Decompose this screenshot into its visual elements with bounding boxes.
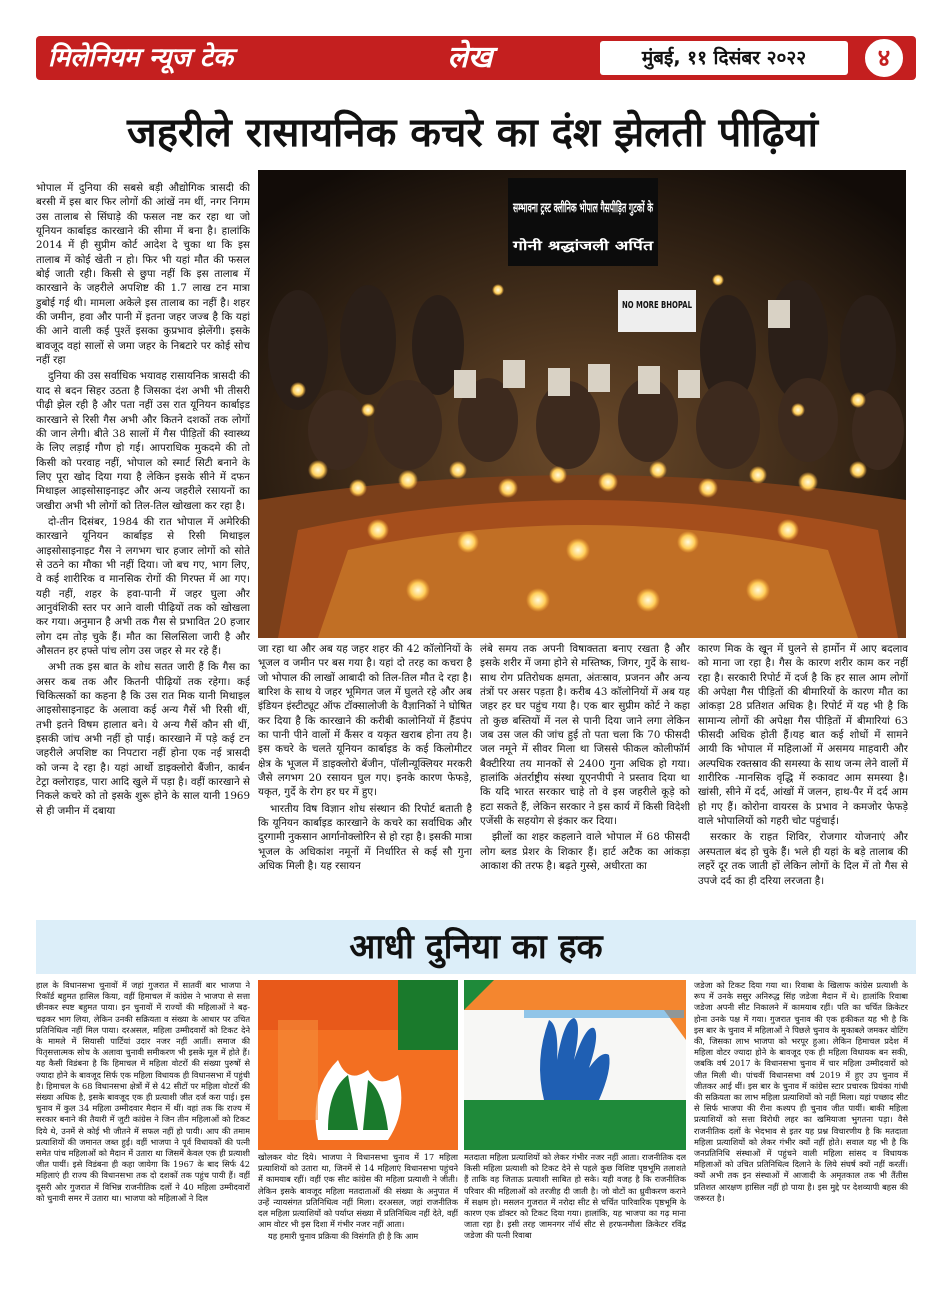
article1-column-2 bbox=[258, 642, 472, 918]
paragraph: यह हमारी चुनाव प्रक्रिया की विसंगति ही है कि आम bbox=[268, 1231, 419, 1242]
article2-column-3 bbox=[464, 1152, 686, 1270]
article-headline: जहरीले रासायनिक कचरे का दंश झेलती पीढ़ियां bbox=[127, 110, 818, 156]
article2-column-4 bbox=[694, 980, 908, 1270]
paragraph: खोलकर वोट दिये। भाजपा ने विधानसभा चुनाव में 17 महिला प्रत्याशियों को उतारा था, जिनमें से 14 महिलाएं विधानसभा पहुंचने में कामयाब रहीं। वहीं एक सीट कांग्रेस की महिला प्रत्याशी ने जीती। लेकिन इसके बावजूद महिला मतदाताओं की संख्या के अनुपात में उन्हें न्यायसंगत प्रतिनिधित्व नहीं मिला। दरअसल, जहां राजनीतिक दल महिला प्रत्याशियों को पर्याप्त संख्या में प्रतिनिधित्व नहीं देते, वहीं आम वोटर भी इस दिशा में गंभीर नजर नहीं आता। bbox=[258, 1152, 458, 1230]
paragraph: भारतीय विष विज्ञान शोध संस्थान की रिपोर्ट बताती है कि यूनियन कार्बाइड कारखाने के कचरे का सर्वाधिक और दुरगामी नुकसान आर्गानोक्लोरिन से हो रहा है। इसकी मात्रा भूजल के अधिकांश नमूनों में निर्धारित से कई सौ गुना अधिक मिली है। यह रसायन bbox=[258, 802, 472, 873]
second-article-headline: आधी दुनिया का हक bbox=[349, 927, 603, 967]
brand-name: मिलेनियम न्यूज टेक bbox=[48, 43, 233, 73]
paragraph: जडेजा को टिकट दिया गया था। रिवाबा के खिलाफ कांग्रेस प्रत्याशी के रूप में उनके ससुर अनिरुद्ध सिंह जडेजा मैदान में थे। हालांकि रिवाबा जडेजा अपनी सीट निकालने में कामयाब रहीं। पति का चर्चित क्रिकेटर होना उनके पक्ष में गया। गुजरात चुनाव की एक हकीकत यह भी है कि इस बार के चुनाव में महिलाओं ने पिछले चुनाव के मुकाबले जमकर वोटिंग की, जिसका लाभ भाजपा को भरपूर हुआ। लेकिन हिमाचल प्रदेश में महिला वोटर ज्यादा होने के बावजूद एक ही महिला विधायक बन सकी, जबकि वर्ष 2017 के विधानसभा चुनाव में चार महिला उम्मीदवारों को जीत मिली थी। पांचवीं विधानसभा वर्ष 2019 में हुए उप चुनाव में जीतकर आई थीं। इस बार के चुनाव में कांग्रेस स्टार प्रचारक प्रियंका गांधी की सक्रियता का लाभ महिला प्रत्याशियों को नहीं मिला। यहां पच्छाद सीट से सिर्फ भाजपा की रीना कश्यप ही चुनाव जीत पायीं। बाकी महिला प्रत्याशियों को सत्ता विरोधी लहर का खमियाजा भुगतना पड़ा। वैसे राजनीतिक दलों के भेदभाव से इतर यह प्रश्न विचारणीय है कि मतदाता महिला प्रत्याशियों को लेकर गंभीर क्यों नहीं होते। सवाल यह भी है कि जनप्रतिनिधि संस्थाओं में पहुंचने वाली महिला सांसद व विधायक महिलाओं को उचित प्रतिनिधित्व दिलाने के लिये संघर्ष क्यों नहीं करतीं। क्यों अभी तक इन संस्थाओं में आजादी के अमृतकाल तक भी तैंतीस प्रतिशत आरक्षण हासिल नहीं हो पाया है। इस मुद्दे पर देशव्यापी बहस की जरूरत है। bbox=[694, 980, 908, 1203]
page-number: ४ bbox=[862, 36, 906, 80]
paragraph: कारण मिक के खून में घुलने से हार्मोन में आए बदलाव को माना जा रहा है। गैस के कारण शरीर काम कर नहीं रहा है। सरकारी रिपोर्ट में दर्ज है कि हर साल आम लोगों की अपेक्षा गैस पीड़ितों की बीमारियों के कारण मौत का आंकड़ा 28 प्रतिशत अधिक है। रिपोर्ट में यह भी है कि सामान्य लोगों की अपेक्षा गैस पीड़ितों में बीमारियां 63 फीसदी अधिक होती हैं।यह बात कई शोधों में सामने आयी कि भोपाल में महिलाओं में असमय माहवारी और अल्पधिक रक्तस्राव की समस्या के साथ जन्म लेने वालों में शारीरिक -मानसिक वृद्धि में रुकावट आम समस्या है। खांसी, सीने में दर्द, आंखों में जलन, हाथ-पैर में दर्द आम हो गए हैं। कोरोना वायरस के प्रभाव ने कमजोर फेफड़े वाले भोपालियों को गहरी चोट पहुंचाई। bbox=[698, 643, 908, 828]
paragraph: झीलों का शहर कहलाने वाले भोपाल में 68 फीसदी लोग ब्लड प्रेशर के शिकार हैं। हार्ट अटैक का आंकड़ा आकाश की तरफ है। बढ़ते गुस्से, अधीरता का bbox=[480, 831, 690, 873]
paragraph: हाल के विधानसभा चुनावों में जहां गुजरात में सातवीं बार भाजपा ने रिकॉर्ड बहुमत हासिल किया, वहीं हिमाचल में कांग्रेस ने भाजपा से सत्ता छीनकर स्पष्ट बहुमत पाया। इन चुनावों में राज्यों की महिलाओं ने बढ़-चढ़कर भाग लिया, लेकिन उनकी सक्रियता व संख्या के आधार पर उचित प्रतिनिधित्व नहीं मिल पाया। दरअसल, महिला उम्मीदवारों को टिकट देने के मामले में सियासी पार्टियां उदार नजर नहीं आतीं। समाज की पितृसत्तात्मक सोच के अलावा चुनावी समीकरण भी इसके मूल में होते हैं। यह कैसी विडंबना है कि हिमाचल में महिला वोटरों की संख्या पुरुषों से ज्यादा होने के बावजूद सिर्फ एक महिला विधायक ही विधानसभा में पहुंची है। हिमाचल के 68 विधानसभा क्षेत्रों में से 42 सीटों पर महिला वोटरों की संख्या अधिक है, इसके बावजूद एक ही प्रत्याशी जीत दर्ज करा पाई। इस चुनाव में कुल 34 महिला उम्मीदवार मैदान में थीं। वहां तक कि राज्य में सरकार बनाने की तैयारी में जुटी कांग्रेस ने जिन तीन महिलाओं को टिकट दिये थे, उनमें से कोई भी जीतने में सफल नहीं हो पायी। आप की तमाम प्रत्याशियों की जमानत जब्त हुई। वहीं भाजपा ने पूर्व विधायकों की पत्नी समेत पांच महिलाओं को मैदान में उतारा था जिसमें केवल एक ही प्रत्याशी जीत पायीं। इसे विडंबना ही कहा जायेगा कि 1967 के बाद सिर्फ 42 महिलाएं ही राज्य की विधानसभा तक दो दशकों तक पहुंच पायी हैं। वहीं दूसरी ओर गुजरात में विभिन्न राजनीतिक दलों ने 40 महिला उम्मीदवारों को चुनावी समर में उतारा था। भाजपा को महिलाओं ने दिल bbox=[36, 980, 250, 1203]
paragraph: अभी तक इस बात के शोध सतत जारी हैं कि गैस का असर कब तक और कितनी पीढ़ियों तक रहेगा। कई चिकित्सकों का कहना है कि उस रात मिक यानी मिथाइल आइसोसाइनाइट के अलावा कई अन्य गैसें भी रिसी थीं, तभी इतने विषम हालात बने। ये अन्य गैसें कौन सी थीं, इसकी जांच अभी नहीं हो पाई। कारखाने में पड़े कई टन जहरीले अपशिष्ट का निपटारा नहीं होना एक नई त्रासदी को जन्म दे रहा है। यहां आर्थो डाइक्लोरो बैंजीन, कार्बन टेट्रा क्लोराइड, पारा आदि खुले में पड़ा है। वहीं कारखाने से निकले कचरे को तो इसके शुरू होने के साल यानी 1969 से ही जमीन में दबाया bbox=[36, 661, 250, 817]
article1-column-1 bbox=[36, 181, 250, 921]
article2-column-1 bbox=[36, 980, 250, 1270]
issue-date: मुंबई, ११ दिसंबर २०२२ bbox=[600, 41, 848, 75]
article1-column-3 bbox=[480, 642, 690, 918]
banner-text-line2: गोनी श्रद्धांजली अर्पित bbox=[513, 239, 617, 254]
paragraph: लंबे समय तक अपनी विषाक्तता बनाए रखता है और इसके शरीर में जमा होने से मस्तिष्क, जिगर, गुर्दे के साथ-साथ रोग प्रतिरोधक क्षमता, अंतःस्राव, प्रजनन और अन्य तंत्रों पर असर पड़ता है। करीब 43 कॉलोनियों में अब यह जहर हर घर पहुंच गया है। एक बार सुप्रीम कोर्ट ने कहा तो कुछ बस्तियों में नल से पानी दिया जाने लगा लेकिन जब उस जल की जांच हुई तो पता चला कि 70 फीसदी जल नमूने में सीवर मिला था जिससे फीकल कोलीफॉर्म बैक्टीरिया तय मानकों से 2400 गुना अधिक हो गया। हालांकि अंतर्राष्ट्रीय संस्था यूएनपीपी ने प्रस्ताव दिया था कि यदि भारत सरकार चाहे तो वे इस जहरीले कूड़े को हटा सकते हैं, लेकिन सरकार ने इस कार्य में किसी विदेशी एजेंसी के सहयोग से इंकार कर दिया। bbox=[480, 643, 690, 828]
second-article-header-band bbox=[36, 920, 916, 974]
paragraph: मतदाता महिला प्रत्याशियों को लेकर गंभीर नजर नहीं आता। राजनीतिक दल किसी महिला प्रत्याशी को टिकट देने से पहले कुछ विशिष्ट पृष्ठभूमि तलाशते हैं ताकि वह जिताऊ प्रत्याशी साबित हो सके। यही वजह है कि राजनीतिक परिवार की महिलाओं को तरजीह दी जाती है। जो वोटों का ध्रुवीकरण कराने में सक्षम हो। मसलन गुजरात में नरोदा सीट से चर्चित पारिवारिक पृष्ठभूमि के कारण एक डॉक्टर को टिकट दिया गया। हालांकि, यह भाजपा का गढ़ माना जाता रहा है। इसी तरह जामनगर नॉर्थ सीट से हरफनमौला क्रिकेटर रविंद्र जडेजा की पत्नी रिवाबा bbox=[464, 1152, 686, 1241]
congress-flag-photo bbox=[464, 980, 686, 1150]
paragraph: दुनिया की उस सर्वाधिक भयावह रासायनिक त्रासदी की याद से बदन सिहर उठता है जिसका दंश अभी भी तीसरी पीढ़ी झेल रही है और पता नहीं उस रात यूनियन कार्बाइड कारखाने से रिसी गैस अभी और कितने दशकों तक लोगों की जान लेगी। बीते 38 सालों में गैस पीड़ितों की स्वास्थ्य के लिए लड़ाई गौण हो गई। आपराधिक मुकदमे की तो किसी को परवाह नहीं, भोपाल को स्मार्ट सिटी बनाने के लिए पूरा खोद दिया गया है लेकिन इसके सीने में दफन मिथाइल आइसोसाइनाइट और अन्य जहरीले रसायनों का जखीरा अभी भी लोगों को तिल-तिल खोखला कर रहा है। bbox=[36, 370, 250, 512]
bjp-flag-photo bbox=[258, 980, 458, 1150]
paragraph: भोपाल में दुनिया की सबसे बड़ी औद्योगिक त्रासदी की बरसी में इस बार फिर लोगों की आंखें नम थीं, नगर निगम उस तालाब से सिंघाड़े की फसल नष्ट कर रहा था जो यूनियन कार्बाइड कारखाने की सीमा में बना है। हालांकि 2014 में ही सुप्रीम कोर्ट आदेश दे चुका था कि इस तालाब में कोई खेती न हो। फिर भी यहां मौत की फसल बोई जाती रही। किसी से छुपा नहीं कि इस तालाब में कारखाने के जहरीले अपशिष्ट की 1.7 लाख टन मात्रा डुबोई गई थी। मामला अकेले इस तालाब का नहीं है। शहर की जमीन, हवा और पानी में इतना जहर जज्ब है कि यहां की आने वाली कई पुश्तें इसका कुप्रभाव झेलेंगी। इसके बावजूद वहां सालों से जमा जहर के निबटारे पर कोई सोच नहीं रहा bbox=[36, 182, 250, 367]
candlelight-vigil-photo bbox=[258, 170, 906, 638]
paragraph: दो-तीन दिसंबर, 1984 की रात भोपाल में अमेरिकी कारखाने यूनियन कार्बाइड से रिसी मिथाइल आइसोसाइनाइट गैस ने लगभग चार हजार लोगों को सोते से उठने का मौका भी नहीं दिया। जो बच गए, भाग लिए, वे कई शारीरिक व मानसिक रोगों की गिरफ्त में आ गए। यही नहीं, शहर के हवा-पानी में जहर घुला और आनुवंशिकी स्तर पर आने वाली पीढ़ियों तक को खोखला कर गया। अनुमान है अभी तक गैस से प्रभावित 20 हजार लोग दम तोड़ चुके हैं। मौत का सिलसिला जारी है और औसतन हर हफ्ते पांच लोग उस जहर से मर रहे हैं। bbox=[36, 515, 250, 657]
article1-column-4 bbox=[698, 642, 908, 918]
article2-column-2 bbox=[258, 1152, 458, 1270]
banner-text: सम्भावना ट्रस्ट क्लीनिक भोपाल गैसपीड़ित गुटकों के bbox=[513, 201, 756, 216]
paragraph: जा रहा था और अब यह जहर शहर की 42 कॉलोनियों के भूजल व जमीन पर बस गया है। यहां दो तरह का कचरा है जो भोपाल की लाखों आबादी को तिल-तिल मौत दे रहा है। बारिश के साथ ये जहर भूमिगत जल में घुलते रहे और अब इंडियन इंस्टीट्यूट ऑफ टॉक्सालोजी के वैज्ञानिकों ने घोषित कर दिया है कि कारखाने की करीबी कालोनियों में हैंडपंप का पानी पीने वालों में कैंसर व यकृत खराब होना तय है। इस कचरे के चलते यूनियन कार्बाइड के कई किलोमीटर क्षेत्र के भूजल में डाइक्लोरो बेंजीन, पॉलीन्यूक्लियर मरकरी जैसे लगभग 20 रसायन घुल गए। इनके कारण फेफड़े, यकृत, गुर्दे के रोग हर घर में हुए। bbox=[258, 643, 472, 799]
paragraph: सरकार के राहत शिविर, रोजगार योजनाएं और अस्पताल बंद हो चुके हैं। भले ही यहां के बड़े तालाब की लहरें दूर तक जाती हों लेकिन लोगों के दिल में तो गैस से उपजे दर्द का ही दरिया लरजता है। bbox=[698, 831, 908, 887]
section-name: लेख bbox=[447, 40, 493, 75]
protest-sign: NO MORE BHOPAL bbox=[622, 300, 693, 311]
